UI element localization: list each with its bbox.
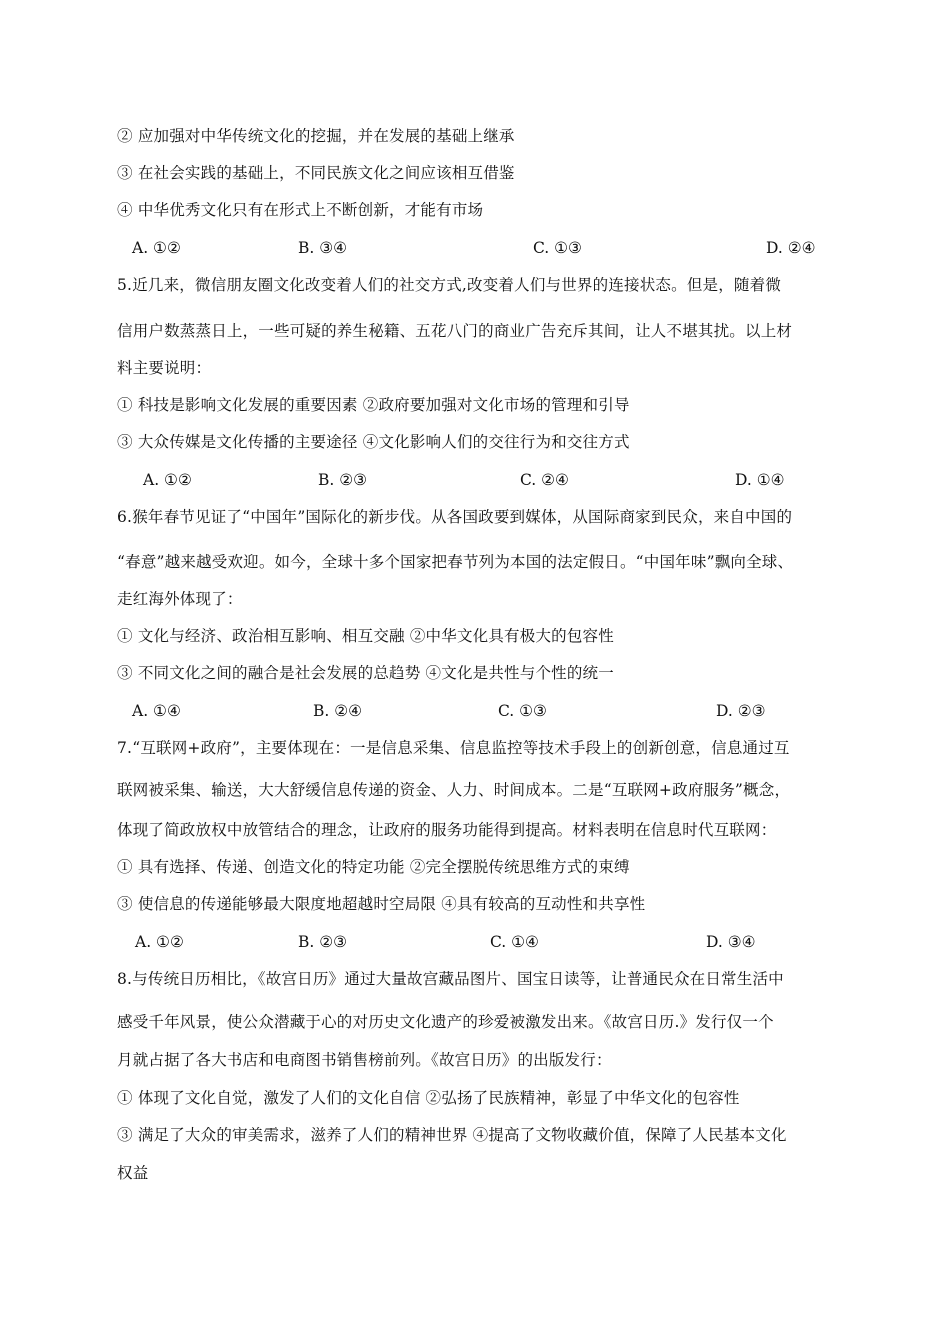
q4-option-b: B. ③④ xyxy=(298,239,348,257)
q7-stem-line-1: 7.“互联网+政府”，主要体现在：一是信息采集、信息监控等技术手段上的创新创意，信息通过互 xyxy=(117,739,790,757)
q4-item-3: ③ 在社会实践的基础上，不同民族文化之间应该相互借鉴 xyxy=(117,164,515,182)
q5-stem-line-3: 料主要说明： xyxy=(117,359,212,377)
q5-option-a: A. ①② xyxy=(143,471,192,489)
q7-option-b: B. ②③ xyxy=(298,933,348,951)
q5-option-d: D. ①④ xyxy=(735,471,785,489)
q7-option-d: D. ③④ xyxy=(706,933,756,951)
q4-option-c: C. ①③ xyxy=(533,239,582,257)
q7-item-2: ③ 使信息的传递能够最大限度地超越时空局限 ④具有较高的互动性和共享性 xyxy=(117,895,646,913)
q4-option-d: D. ②④ xyxy=(766,239,816,257)
q8-stem-line-1: 8.与传统日历相比，《故宫日历》通过大量故宫藏品图片、国宝日读等，让普通民众在日常生活中 xyxy=(117,970,784,988)
q7-item-1: ① 具有选择、传递、创造文化的特定功能 ②完全摆脱传统思维方式的束缚 xyxy=(117,858,630,876)
q6-stem-line-1: 6.猴年春节见证了“中国年”国际化的新步伐。从各国政要到媒体，从国际商家到民众，来自中国的 xyxy=(117,508,793,526)
q6-option-c: C. ①③ xyxy=(498,702,547,720)
q6-option-b: B. ②④ xyxy=(313,702,363,720)
q8-stem-line-2: 感受千年风景，使公众潜藏于心的对历史文化遗产的珍爱被激发出来。《故宫日历.》发行仅一个 xyxy=(117,1013,774,1031)
q5-stem-line-1: 5.近几来，微信朋友圈文化改变着人们的社交方式,改变着人们与世界的连接状态。但是，随着微 xyxy=(117,276,782,294)
q8-item-2: ③ 满足了大众的审美需求，滋养了人们的精神世界 ④提高了文物收藏价值，保障了人民基本文化 xyxy=(117,1126,787,1144)
q5-item-2: ③ 大众传媒是文化传播的主要途径 ④文化影响人们的交往行为和交往方式 xyxy=(117,433,630,451)
q4-option-a: A. ①② xyxy=(132,239,181,257)
q8-item-1: ① 体现了文化自觉，激发了人们的文化自信 ②弘扬了民族精神，彰显了中华文化的包容性 xyxy=(117,1089,740,1107)
q5-item-1: ① 科技是影响文化发展的重要因素 ②政府要加强对文化市场的管理和引导 xyxy=(117,396,630,414)
q4-item-2: ② 应加强对中华传统文化的挖掘，并在发展的基础上继承 xyxy=(117,127,515,145)
q6-item-2: ③ 不同文化之间的融合是社会发展的总趋势 ④文化是共性与个性的统一 xyxy=(117,664,614,682)
q5-option-c: C. ②④ xyxy=(520,471,569,489)
q8-item-2-continued: 权益 xyxy=(117,1164,149,1182)
q4-item-4: ④ 中华优秀文化只有在形式上不断创新，才能有市场 xyxy=(117,201,484,219)
q6-stem-line-2: “春意”越来越受欢迎。如今，全球十多个国家把春节列为本国的法定假日。“中国年味”飘向全球、 xyxy=(117,553,794,571)
q5-stem-line-2: 信用户数蒸蒸日上，一些可疑的养生秘籍、五花八门的商业广告充斥其间，让人不堪其扰。以上材 xyxy=(117,322,793,340)
q8-stem-line-3: 月就占据了各大书店和电商图书销售榜前列。《故宫日历》的出版发行： xyxy=(117,1051,612,1069)
q5-option-b: B. ②③ xyxy=(318,471,368,489)
q6-option-a: A. ①④ xyxy=(132,702,181,720)
q7-option-c: C. ①④ xyxy=(490,933,539,951)
q7-stem-line-3: 体现了简政放权中放管结合的理念，让政府的服务功能得到提高。材料表明在信息时代互联网： xyxy=(117,821,777,839)
q7-stem-line-2: 联网被采集、输送，大大舒缓信息传递的资金、人力、时间成本。二是“互联网+政府服务”概念， xyxy=(117,781,791,799)
q7-option-a: A. ①② xyxy=(135,933,184,951)
q6-option-d: D. ②③ xyxy=(716,702,766,720)
q6-item-1: ① 文化与经济、政治相互影响、相互交融 ②中华文化具有极大的包容性 xyxy=(117,627,614,645)
q6-stem-line-3: 走红海外体现了： xyxy=(117,590,243,608)
